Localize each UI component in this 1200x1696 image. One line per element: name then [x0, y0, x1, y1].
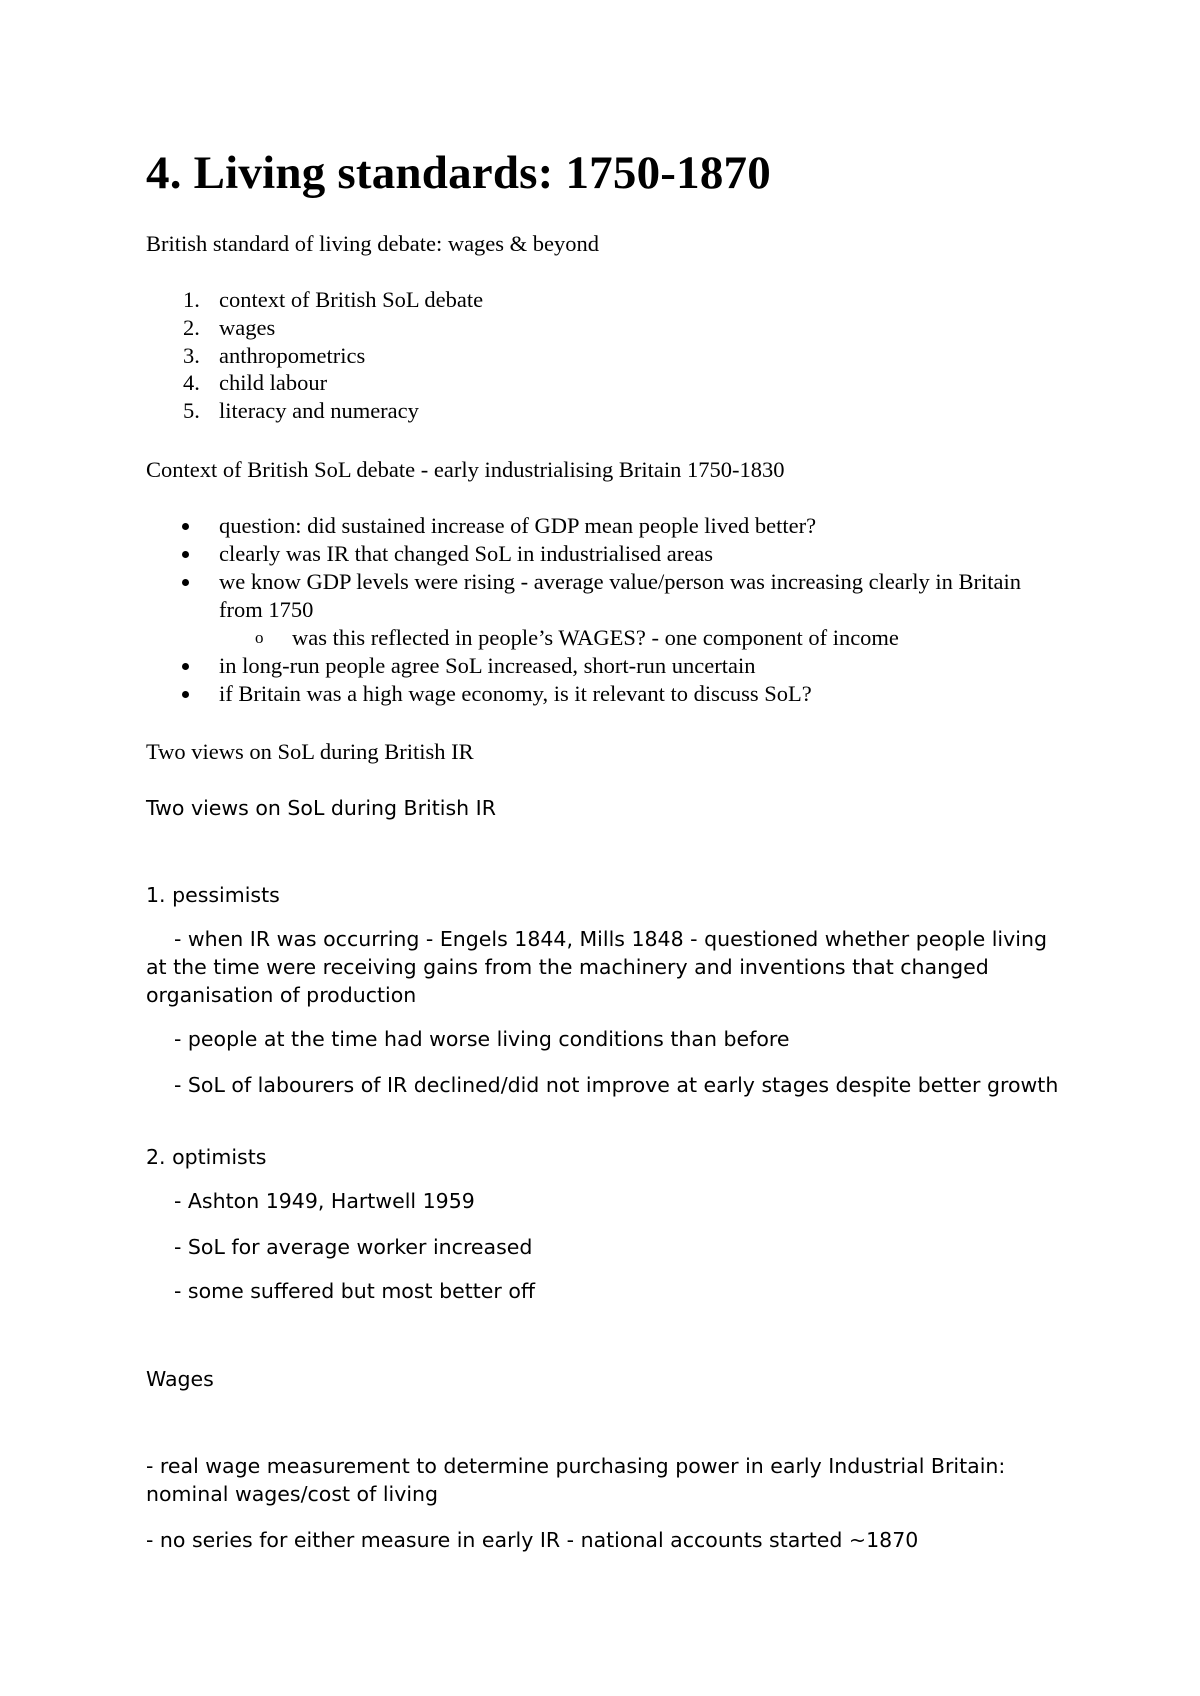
list-item: 4. child labour — [183, 370, 328, 396]
optimists-point: - some suffered but most better off — [174, 1279, 535, 1303]
wages-point: - no series for either measure in early IR - national accounts started ~1870 — [146, 1528, 919, 1552]
list-item: we know GDP levels were rising - average value/person was increasing clearly in Britain from 1750 o was this reflected in people’s WAGES? - one component of income — [146, 568, 1046, 652]
list-item: if Britain was a high wage economy, is it relevant to discuss SoL? — [146, 680, 1046, 708]
wages-point: - real wage measurement to determine purchasing power in early Industrial Britain: nominal wages/cost of living — [146, 1454, 1006, 1506]
pessimists-point: - when IR was occurring - Engels 1844, Mills 1848 - questioned whether people living at the time were receiving gains from the machinery and inventions that changed organisation of production — [146, 927, 1047, 1007]
sub-list — [219, 624, 1046, 652]
pessimists-point: - SoL of labourers of IR declined/did not improve at early stages despite better growth — [174, 1073, 1059, 1097]
hollow-bullet-icon: o — [255, 628, 264, 647]
two-views-heading: Two views on SoL during British IR — [146, 739, 474, 764]
bullet-icon — [182, 579, 189, 586]
optimists-heading: 2. optimists — [146, 1145, 267, 1169]
list-item: 2. wages — [183, 314, 276, 340]
list-item: clearly was IR that changed SoL in industrialised areas — [146, 540, 1046, 568]
bullet-icon — [182, 551, 189, 558]
pessimists-heading: 1. pessimists — [146, 883, 280, 907]
list-item: in long-run people agree SoL increased, short-run uncertain — [146, 652, 1046, 680]
optimists-point: - Ashton 1949, Hartwell 1959 — [174, 1189, 475, 1213]
optimists-point: - SoL for average worker increased — [174, 1235, 533, 1259]
wages-heading: Wages — [146, 1367, 214, 1391]
subtitle: British standard of living debate: wages & beyond — [146, 231, 600, 256]
bullet-icon — [182, 523, 189, 530]
bullet-icon — [182, 663, 189, 670]
page-title: 4. Living standards: 1750-1870 — [146, 147, 771, 199]
pessimists-point: - people at the time had worse living conditions than before — [174, 1027, 790, 1051]
list-item: 1. context of British SoL debate — [183, 287, 484, 312]
context-heading: Context of British SoL debate - early industrialising Britain 1750-1830 — [146, 457, 785, 482]
topics-list — [146, 286, 483, 425]
context-bullets — [146, 512, 1046, 708]
two-views-heading-sans: Two views on SoL during British IR — [146, 796, 496, 820]
bullet-icon — [182, 691, 189, 698]
list-item: question: did sustained increase of GDP mean people lived better? — [146, 512, 1046, 540]
list-item: 5. literacy and numeracy — [183, 398, 419, 424]
list-item: 3. anthropometrics — [183, 342, 366, 368]
sub-list-item: o was this reflected in people’s WAGES? - one component of income — [255, 625, 899, 650]
